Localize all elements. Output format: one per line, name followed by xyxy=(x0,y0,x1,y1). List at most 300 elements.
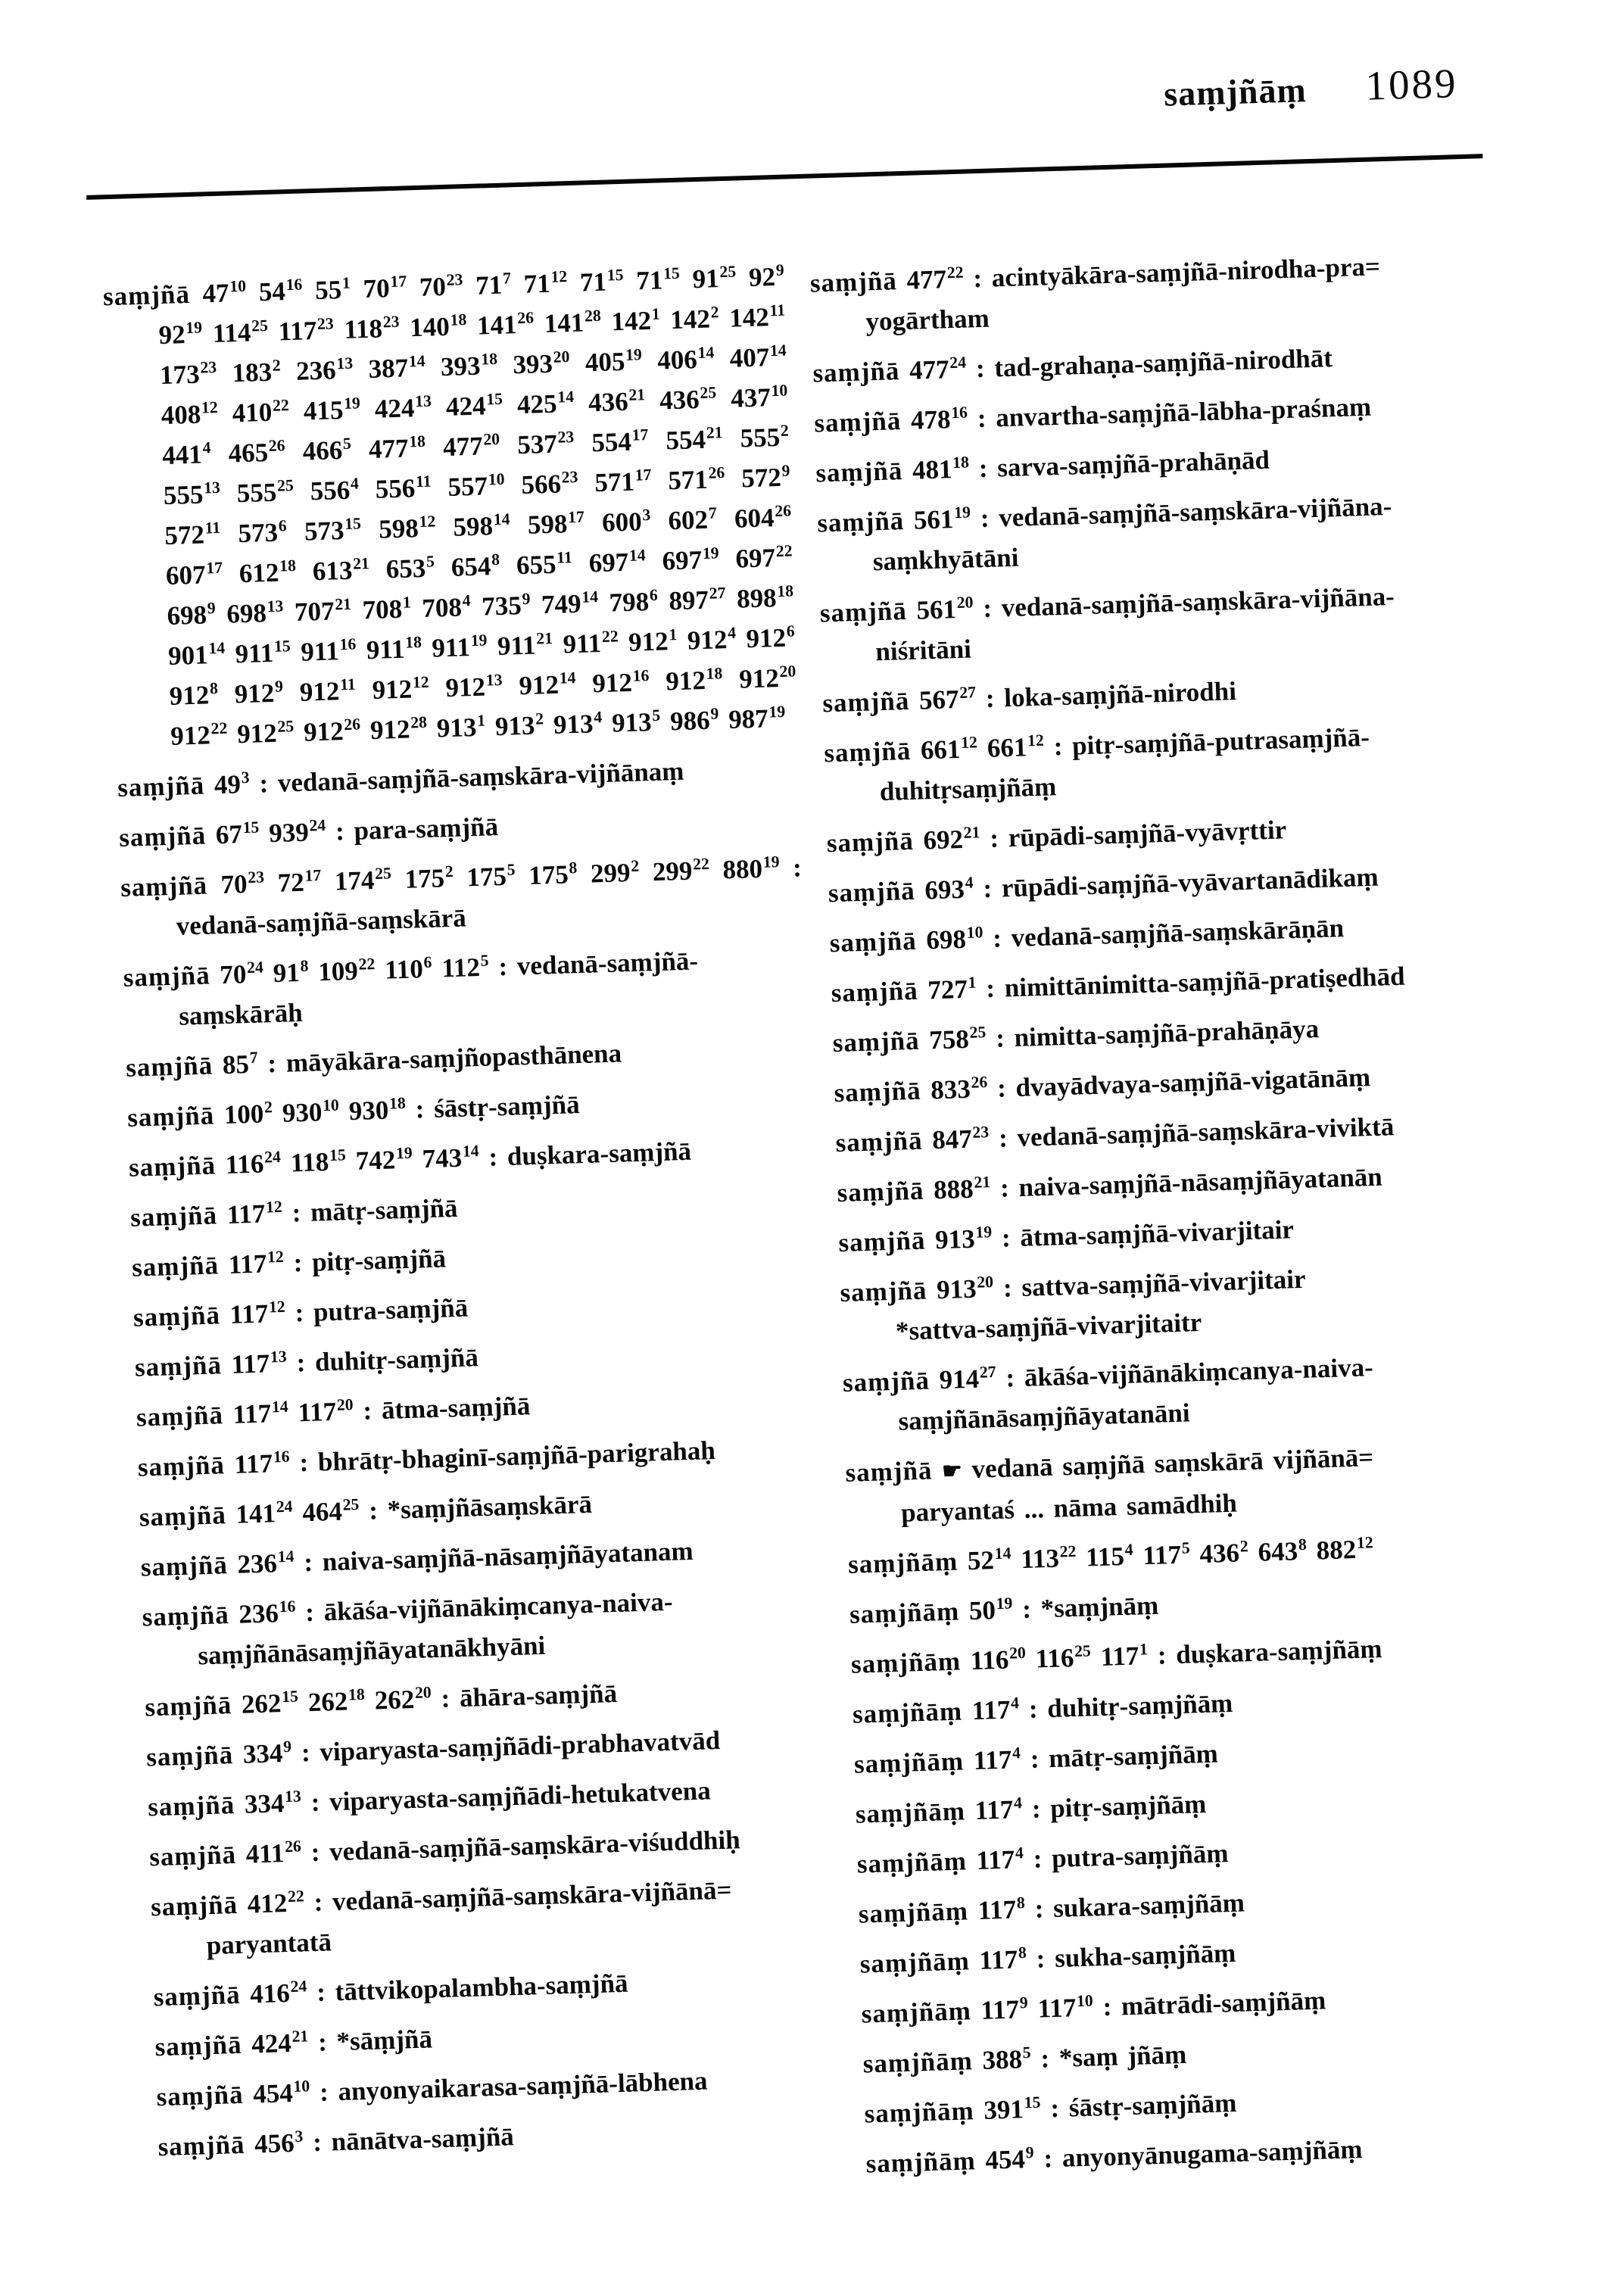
index-entry: saṃjñā $67^{15}$ $939^{24}$ : para-saṃjñā xyxy=(118,812,499,852)
locator: $598^{17}$ xyxy=(527,507,585,540)
locator: $388^5$ xyxy=(981,2043,1031,2075)
headword: saṃjñā xyxy=(839,1275,927,1308)
locator: $412^{22}$ xyxy=(247,1887,305,1919)
gloss: nimittānimitta-saṃjñā-pratiṣedhād xyxy=(1004,961,1406,1003)
headword: saṃjñā xyxy=(819,596,908,628)
headword: saṃjñā xyxy=(142,1600,230,1632)
gloss: anyonyaikarasa-saṃjñā-lābhena xyxy=(337,2065,709,2107)
headword: saṃjñā xyxy=(837,1225,927,1258)
locator: $555^{13}$ xyxy=(163,478,221,511)
locator: $913^{20}$ xyxy=(936,1273,994,1305)
locator: $556^4$ xyxy=(310,474,360,506)
index-entry: saṃjñā $567^{27}$ : loka-saṃjñā-nirodhi xyxy=(821,676,1237,718)
gloss: putra-saṃjñāṃ xyxy=(1051,1838,1230,1874)
headword: saṃjñā xyxy=(129,1200,218,1233)
index-entry: saṃjñā $49^3$ : vedanā-saṃjñā-saṃskāra-vijñānaṃ xyxy=(117,756,684,803)
headword: saṃjñāṃ xyxy=(849,1596,960,1629)
locator: $391^{15}$ xyxy=(983,2093,1041,2125)
gloss: vedanā saṃjñā saṃskārā vijñānā= xyxy=(971,1442,1374,1484)
locator: $67^{15}$ xyxy=(215,818,260,850)
locator: $334^9$ xyxy=(242,1738,292,1769)
locator: $55^1$ xyxy=(314,273,351,305)
locator: $930^{18}$ xyxy=(348,1094,407,1127)
index-entry: saṃjñāṃ $117^4$ : pitṛ-saṃjñāṃ xyxy=(855,1788,1207,1829)
headword: saṃjñā xyxy=(821,685,910,718)
locator: $117^{16}$ xyxy=(233,1448,290,1479)
locator: $117^5$ xyxy=(1142,1538,1190,1571)
gloss-continuation: saṃjñānāsaṃjñāyatanāni xyxy=(898,1398,1191,1436)
locator: $70^{23}$ xyxy=(419,270,463,302)
locator: $693^4$ xyxy=(924,873,974,905)
locator: $174^{25}$ xyxy=(334,864,392,896)
locator: $913^4$ xyxy=(553,708,603,740)
locator: $911^{19}$ xyxy=(431,631,488,663)
index-entry: saṃjñā $117^{12}$ : mātṛ-saṃjñā xyxy=(129,1192,459,1233)
headword: saṃjñā xyxy=(156,2079,245,2112)
page-header xyxy=(0,59,1458,151)
headword: saṃjñā xyxy=(823,735,912,768)
locator: $572^9$ xyxy=(740,461,790,494)
headword: saṃjñāṃ xyxy=(865,2146,977,2179)
locator: $561^{20}$ xyxy=(915,593,974,625)
headword: saṃjñā xyxy=(834,1075,922,1108)
headword: saṃjñā xyxy=(144,1690,232,1722)
gloss: mātṛ-saṃjñā xyxy=(310,1192,459,1227)
gloss: sarva-saṃjñā-prahāṇād xyxy=(996,444,1270,483)
headword: saṃjñā xyxy=(139,1500,227,1532)
gloss: bhrātṛ-bhaginī-saṃjñā-parigrahaḥ xyxy=(317,1435,716,1477)
locator: $607^{17}$ xyxy=(165,559,223,591)
locator: $911^{21}$ xyxy=(497,629,553,662)
locator: $117^8$ xyxy=(977,1893,1026,1925)
headword: saṃjñā xyxy=(815,456,903,488)
locator: $118^{15}$ xyxy=(290,1145,347,1178)
index-entry: saṃjñā $424^{21}$ : *sāṃjñā xyxy=(154,2024,433,2062)
locator: $554^{17}$ xyxy=(591,425,649,458)
index-entry: saṃjñā $561^{19}$ : vedanā-saṃjñā-saṃskāra-vijñāna- saṃkhyātāni xyxy=(816,491,1392,577)
locator: $477^{18}$ xyxy=(368,432,426,464)
locator: $913^{19}$ xyxy=(934,1223,993,1255)
gloss: dvayādvaya-saṃjñā-vigatānāṃ xyxy=(1015,1062,1371,1103)
locator: $85^7$ xyxy=(222,1049,258,1080)
locator: $70^{23}$ xyxy=(220,868,265,900)
locator: $91^8$ xyxy=(273,957,309,989)
locator: $708^1$ xyxy=(362,593,412,625)
headword: saṃjñāṃ xyxy=(858,1896,969,1929)
gloss: ākāśa-vijñānākiṃcanya-naiva- xyxy=(1024,1352,1374,1392)
headword: saṃjñā xyxy=(134,1350,223,1382)
locator: $897^{27}$ xyxy=(668,584,726,616)
locator: $912^{22}$ xyxy=(170,719,228,751)
locator: $54^{16}$ xyxy=(258,275,303,307)
locator: $888^{21}$ xyxy=(933,1173,991,1205)
gloss: śāstṛ-saṃjñāṃ xyxy=(1068,2087,1237,2123)
index-entry xyxy=(845,1432,1555,1535)
index-entry: saṃjñā $847^{23}$ : vedanā-saṃjñā-saṃskāra-viviktā xyxy=(835,1111,1395,1158)
locator: $117^{14}$ xyxy=(232,1398,288,1429)
index-entry: saṃjñāṃ $117^4$ : duhitṛ-saṃjñāṃ xyxy=(852,1688,1233,1729)
locator: $914^{27}$ xyxy=(939,1363,996,1395)
locator: $478^{16}$ xyxy=(910,403,968,435)
headword: saṃjñā xyxy=(816,506,905,538)
locator: $612^{18}$ xyxy=(238,556,297,589)
gloss: *saṃ jñāṃ xyxy=(1058,2039,1187,2073)
locator: $117^8$ xyxy=(979,1943,1027,1975)
gloss: rūpādi-saṃjñā-vyāvṛttir xyxy=(1008,815,1287,853)
index-entry: saṃjñāṃ $117^8$ : sukara-saṃjñāṃ xyxy=(858,1887,1245,1929)
headword: saṃjñāṃ xyxy=(856,1846,968,1879)
headword: saṃjñā xyxy=(809,266,898,298)
gloss: pitṛ-saṃjñā xyxy=(311,1243,447,1277)
gloss: vedanā-saṃjñā-saṃskārā xyxy=(176,902,467,941)
locator: $117^{12}$ xyxy=(226,1198,283,1230)
locator: $50^{19}$ xyxy=(968,1594,1013,1626)
locator: $175^8$ xyxy=(528,859,578,890)
index-entry: saṃjñā $758^{25}$ : nimitta-saṃjñā-prahāṇāya xyxy=(832,1014,1320,1058)
locator: $141^{24}$ xyxy=(235,1497,293,1529)
gloss: vedanā-saṃjñā-saṃskāra-vijñāna- xyxy=(1001,581,1395,623)
index-entry: saṃjñāṃ $50^{19}$ : *saṃjnāṃ xyxy=(849,1590,1159,1629)
index-entry: saṃjñā $411^{26}$ : vedanā-saṃjñā-saṃskāra-viśuddhiḥ xyxy=(148,1825,741,1872)
headword: saṃjñā xyxy=(150,1889,238,1922)
locator: $416^{24}$ xyxy=(249,1977,307,2009)
locator: $49^3$ xyxy=(214,768,250,800)
locator: $986^9$ xyxy=(669,704,719,737)
locator: $454^{10}$ xyxy=(252,2077,310,2109)
index-entry: saṃjñā $661^{12}$ $661^{12}$ : pitṛ-saṃjñā-putrasaṃjñā- duhitṛsaṃjñāṃ xyxy=(823,722,1370,807)
locator: $481^{18}$ xyxy=(912,453,970,485)
locator: $175^5$ xyxy=(466,860,516,893)
index-entry: saṃjñā $477^{24}$ : tad-grahaṇa-saṃjñā-nirodhāt xyxy=(812,343,1333,388)
headword: saṃjñā xyxy=(123,960,211,993)
headword: saṃjñāṃ xyxy=(852,1696,963,1729)
locator: $464^{25}$ xyxy=(301,1495,360,1528)
locator: $117^{20}$ xyxy=(297,1395,354,1428)
locator: $117^9$ xyxy=(980,1993,1029,2025)
locator: $441^4$ xyxy=(161,438,211,471)
locator: $697^{22}$ xyxy=(735,541,793,574)
locator: $566^{23}$ xyxy=(520,468,578,500)
locator: $393^{20}$ xyxy=(512,348,570,380)
locator: $100^2$ xyxy=(223,1098,273,1130)
headword: saṃjñā xyxy=(813,406,902,438)
locator: $571^{26}$ xyxy=(667,463,725,496)
locator: $567^{27}$ xyxy=(918,683,977,715)
locator: $911^{15}$ xyxy=(235,637,291,669)
locator: $109^{22}$ xyxy=(317,955,376,987)
gloss-continuation: saṃskārāḥ xyxy=(178,997,304,1031)
gloss: tad-grahaṇa-saṃjñā-nirodhāt xyxy=(993,343,1333,383)
headword: saṃjñā xyxy=(136,1400,224,1432)
gloss: duhitṛ-saṃjñāṃ xyxy=(1046,1688,1233,1724)
locator: $415^{19}$ xyxy=(303,394,361,426)
index-entry: saṃjñā $236^{16}$ : ākāśa-vijñānākiṃcanya-naiva- saṃjñānāsaṃjñāyatanākhyāni xyxy=(142,1586,674,1671)
locator: $600^3$ xyxy=(601,506,651,538)
headword: saṃjñā xyxy=(153,1979,242,2012)
right-column xyxy=(809,242,1574,2194)
locator: $692^{21}$ xyxy=(922,823,980,856)
headword: saṃjñā xyxy=(125,1050,214,1083)
locator: $436^{21}$ xyxy=(588,385,646,418)
locator: $236^{16}$ xyxy=(238,1597,296,1629)
headword: saṃjñā xyxy=(835,1125,924,1158)
gloss-continuation: saṃkhyātāni xyxy=(872,542,1019,577)
locator: $561^{19}$ xyxy=(913,503,971,535)
gloss: vedanā-saṃjñā-saṃskārāṇān xyxy=(1011,913,1345,953)
headword: saṃjñā xyxy=(117,770,205,803)
index-entry: saṃjñāṃ $116^{20}$ $116^{25}$ $117^1$ : duṣkara-saṃjñāṃ xyxy=(850,1633,1383,1679)
locator: $743^{14}$ xyxy=(422,1142,479,1174)
locator: $117^4$ xyxy=(976,1844,1024,1875)
locator: $537^{23}$ xyxy=(516,428,575,460)
headword: saṃjñā xyxy=(126,1100,215,1133)
index-entry: saṃjñā $477^{22}$ : acintyākāra-saṃjñā-nirodha-pra= yogārtham xyxy=(809,251,1381,337)
locator: $555^{25}$ xyxy=(236,476,295,509)
locator: $477^{20}$ xyxy=(442,430,500,463)
gloss: acintyākāra-saṃjñā-nirodha-pra= xyxy=(991,251,1381,293)
headword: saṃjñāṃ xyxy=(847,1546,959,1579)
gloss: *saṃjñāsaṃskārā xyxy=(387,1488,593,1525)
headword: saṃjñā xyxy=(102,279,191,312)
locator: $71^{12}$ xyxy=(523,267,568,299)
index-entry: saṃjñā $117^{13}$ : duhitṛ-saṃjñā xyxy=(134,1342,479,1382)
gloss: sattva-saṃjñā-vivarjitair xyxy=(1021,1264,1307,1302)
headword: saṃjñā xyxy=(832,1025,921,1058)
locator: $911^{16}$ xyxy=(300,634,357,667)
index-entry: saṃjñā $70^{24}$ $91^8$ $109^{22}$ $110^6$ $112^5$ : vedanā-saṃjñā- saṃskārāḥ xyxy=(123,946,699,1031)
gloss: mātrādi-saṃjñāṃ xyxy=(1121,1985,1326,2021)
locator: $557^{10}$ xyxy=(447,470,505,502)
index-entry: saṃjñā $481^{18}$ : sarva-saṃjñā-prahāṇād xyxy=(815,444,1270,488)
headword: saṃjñā xyxy=(132,1300,221,1332)
gloss: naiva-saṃjñā-nāsaṃjñāyatanān xyxy=(1018,1161,1383,1202)
locator: $697^{14}$ xyxy=(588,546,646,578)
gloss: rūpādi-saṃjñā-vyāvartanādikaṃ xyxy=(1001,862,1379,903)
locator: $708^4$ xyxy=(421,591,471,623)
locator: $117^{10}$ xyxy=(1037,1991,1094,2024)
locator: $912^1$ xyxy=(628,625,678,657)
headword: saṃjñā xyxy=(147,1790,235,1822)
locator: $912^{12}$ xyxy=(372,673,429,705)
locator: $727^1$ xyxy=(927,973,977,1005)
index-entry: saṃjñā $698^{10}$ : vedanā-saṃjñā-saṃskārāṇān xyxy=(829,913,1345,958)
headword: saṃjñā xyxy=(140,1550,229,1582)
index-entry: saṃjñāṃ $117^4$ : mātṛ-saṃjñāṃ xyxy=(853,1738,1219,1779)
locator: $91^{25}$ xyxy=(692,262,737,295)
gloss: tāttvikopalambha-saṃjñā xyxy=(335,1968,629,2007)
locator: $262^{15}$ xyxy=(241,1687,299,1719)
headword: saṃjñā xyxy=(828,875,916,909)
locator: $735^9$ xyxy=(481,590,531,622)
locator: $661^{12}$ xyxy=(920,733,978,765)
locator: $912^{16}$ xyxy=(591,666,650,699)
index-entry: saṃjñā $412^{22}$ : vedanā-saṃjñā-saṃskāra-vijñānā= paryantatā xyxy=(150,1875,732,1961)
gloss: vedanā-saṃjñā- xyxy=(516,946,699,981)
gloss: vedanā-saṃjñā-saṃskāra-viśuddhiḥ xyxy=(329,1825,741,1867)
gloss: loka-saṃjñā-nirodhi xyxy=(1003,676,1237,713)
locator: $393^{18}$ xyxy=(440,350,498,382)
headword: saṃjñā xyxy=(145,1740,234,1772)
headword: saṃjñā xyxy=(131,1250,220,1283)
locator: $299^{22}$ xyxy=(652,855,710,887)
gloss: *saṃjnāṃ xyxy=(1040,1590,1159,1624)
locator: $572^{11}$ xyxy=(164,519,221,551)
locator: $117^4$ xyxy=(973,1744,1021,1776)
headword: saṃjñāṃ xyxy=(862,2046,974,2079)
index-entry: saṃjñā $693^4$ : rūpādi-saṃjñā-vyāvartanādikaṃ xyxy=(828,862,1379,909)
locator: $654^8$ xyxy=(450,550,500,582)
locator: $92^9$ xyxy=(748,260,784,292)
gloss-continuation: yogārtham xyxy=(865,303,990,337)
index-entry: saṃjñāṃ $117^8$ : sukha-saṃjñāṃ xyxy=(859,1937,1236,1979)
locator: $436^2$ xyxy=(1199,1537,1249,1569)
index-entry: saṃjñā $888^{21}$ : naiva-saṃjñā-nāsaṃjñāyatanān xyxy=(837,1161,1383,1208)
headword: saṃjñā xyxy=(837,1175,925,1208)
index-entry: saṃjñā $141^{24}$ $464^{25}$ : *saṃjñāsaṃskārā xyxy=(139,1488,593,1532)
locator: $262^{20}$ xyxy=(374,1683,432,1716)
header-rule xyxy=(86,154,1482,200)
headword: saṃjñā xyxy=(845,1455,934,1488)
locator: $424^{13}$ xyxy=(374,391,432,424)
running-head: saṃjñāṃ xyxy=(1163,70,1308,114)
locator: $798^6$ xyxy=(609,586,659,618)
headword: saṃjñā xyxy=(154,2029,243,2062)
locator: $912^{11}$ xyxy=(299,675,357,707)
gloss: anyonyānugama-saṃjñāṃ xyxy=(1061,2134,1364,2173)
locator: $117^{12}$ xyxy=(229,1298,286,1329)
headword: saṃjñā xyxy=(157,2129,246,2162)
locator: $454^9$ xyxy=(984,2143,1034,2175)
gloss: sukha-saṃjñāṃ xyxy=(1054,1937,1236,1973)
locator: $598^{14}$ xyxy=(453,510,510,542)
locator: $70^{17}$ xyxy=(363,272,407,304)
locator: $604^{26}$ xyxy=(734,501,792,534)
locator: $556^{11}$ xyxy=(375,472,432,504)
gloss: nimitta-saṃjñā-prahāṇāya xyxy=(1014,1014,1320,1053)
locator: $425^{14}$ xyxy=(516,388,575,420)
locator: $113^{22}$ xyxy=(1020,1542,1077,1575)
locator: $52^{14}$ xyxy=(967,1544,1011,1576)
locator: $116^{25}$ xyxy=(1035,1641,1092,1674)
gloss-continuation: paryantaś ... nāma samādhiḥ xyxy=(900,1488,1238,1528)
gloss: śāstṛ-saṃjñā xyxy=(433,1089,581,1124)
locator: $554^{21}$ xyxy=(665,423,723,456)
locator: $175^2$ xyxy=(404,862,454,894)
gloss: anvartha-saṃjñā-lābha-praśnaṃ xyxy=(995,391,1372,433)
index-entry: saṃjñāṃ $388^5$ : *saṃ jñāṃ xyxy=(862,2039,1187,2079)
locator: $236^{14}$ xyxy=(236,1547,295,1579)
index-entry: saṃjñā $334^{13}$ : viparyasta-saṃjñādi-hetukatvena xyxy=(147,1775,712,1822)
locator: $173^{23}$ xyxy=(159,358,217,391)
locator: $71^{15}$ xyxy=(579,266,624,298)
locator: $387^{14}$ xyxy=(368,352,425,384)
locator: $912^{18}$ xyxy=(665,664,723,697)
locator: $655^{11}$ xyxy=(516,548,573,581)
locator: $573^6$ xyxy=(237,516,287,549)
gloss: putra-saṃjñā xyxy=(313,1292,469,1327)
locator: $117^1$ xyxy=(1100,1640,1149,1672)
locator: $912^{25}$ xyxy=(236,717,295,750)
locator: $477^{24}$ xyxy=(909,353,967,385)
headword: saṃjñā xyxy=(137,1450,226,1482)
locator: $911^{18}$ xyxy=(366,633,422,665)
locator: $913^1$ xyxy=(436,711,486,743)
index-entry: saṃjñā $262^{15}$ $262^{18}$ $262^{20}$ : āhāra-saṃjñā xyxy=(144,1678,618,1722)
locator: $882^{12}$ xyxy=(1316,1533,1373,1566)
headword: saṃjñā xyxy=(148,1840,237,1872)
locator: $117^{23}$ xyxy=(278,314,335,347)
manicule-icon: ☛ xyxy=(941,1458,963,1485)
gloss: ākāśa-vijñānākiṃcanya-naiva- xyxy=(323,1586,674,1627)
locator: $334^{13}$ xyxy=(244,1787,302,1819)
locator: $912^{26}$ xyxy=(303,715,361,747)
gloss: duhitṛ-saṃjñā xyxy=(314,1342,479,1377)
locator: $407^{14}$ xyxy=(729,341,787,373)
locator: $913^5$ xyxy=(611,706,661,738)
locator: $833^{26}$ xyxy=(930,1073,988,1105)
page-number: 1089 xyxy=(1364,60,1459,109)
index-entry: saṃjñāṃ $454^9$ : anyonyānugama-saṃjñāṃ xyxy=(865,2134,1364,2179)
locator: $912^8$ xyxy=(169,679,219,711)
index-entry: saṃjñā $456^3$ : nānātva-saṃjñā xyxy=(157,2121,515,2162)
gloss: vedanā-saṃjñā-saṃskāra-vijñāna- xyxy=(998,491,1392,533)
headword: saṃjñāṃ xyxy=(864,2096,975,2129)
locator: $911^{22}$ xyxy=(563,627,619,659)
headword: saṃjñāṃ xyxy=(859,1946,971,1979)
locator: $408^{12}$ xyxy=(161,398,219,431)
gloss: sukara-saṃjñāṃ xyxy=(1052,1887,1245,1924)
index-entry: saṃjñā $692^{21}$ : rūpādi-saṃjñā-vyāvṛttir xyxy=(826,815,1287,859)
locator: $901^{14}$ xyxy=(167,639,226,671)
locator: $72^{17}$ xyxy=(277,866,322,898)
locator: $47^{10}$ xyxy=(201,277,247,309)
index-entry: saṃjñāṃ $117^9$ $117^{10}$ : mātrādi-saṃjñāṃ xyxy=(861,1985,1326,2029)
index-entry xyxy=(847,1523,1556,1585)
locator: $70^{24}$ xyxy=(219,958,264,990)
locator: $930^{10}$ xyxy=(282,1096,340,1128)
locator: $573^{15}$ xyxy=(304,514,362,547)
gloss: vedanā-saṃjñā-saṃskāra-viviktā xyxy=(1016,1111,1395,1152)
index-entry: saṃjñā $117^{16}$ : bhrātṛ-bhaginī-saṃjñā-parigrahaḥ xyxy=(137,1435,716,1482)
gloss: pitṛ-saṃjñā-putrasaṃjñā- xyxy=(1071,722,1370,761)
locator: $142^1$ xyxy=(610,304,660,337)
index-entry: saṃjñā $914^{27}$ : ākāśa-vijñānākiṃcanya-naiva- saṃjñānāsaṃjñāyatanāni xyxy=(842,1352,1374,1436)
headword: saṃjñāṃ xyxy=(853,1746,965,1779)
index-entry: saṃjñā $454^{10}$ : anyonyaikarasa-saṃjñā-lābhena xyxy=(156,2065,709,2112)
locator: $112^5$ xyxy=(441,951,489,983)
locator: $697^{19}$ xyxy=(662,544,719,576)
locator: $698^{13}$ xyxy=(226,597,284,629)
locator: $117^4$ xyxy=(974,1794,1023,1826)
locator: $758^{25}$ xyxy=(928,1023,987,1055)
gloss-continuation: niśritāni xyxy=(874,634,972,667)
locator: $465^{26}$ xyxy=(228,436,285,469)
left-column xyxy=(102,257,840,2177)
locator: $116^{24}$ xyxy=(225,1148,282,1180)
index-entry: saṃjñā $85^7$ : māyākāra-saṃjñopasthānena xyxy=(125,1038,622,1083)
locator: $115^4$ xyxy=(1085,1541,1133,1572)
locator: $847^{23}$ xyxy=(931,1123,990,1155)
locator: $643^8$ xyxy=(1258,1535,1308,1567)
locator: $698^{10}$ xyxy=(925,923,983,955)
locator: $913^2$ xyxy=(494,709,544,742)
index-entry: saṃjñā $727^1$ : nimittānimitta-saṃjñā-pratiṣedhād xyxy=(831,961,1406,1008)
gloss: viparyasta-saṃjñādi-prabhavatvād xyxy=(319,1725,721,1767)
locator: $114^{25}$ xyxy=(212,316,269,349)
index-entry xyxy=(102,257,797,758)
index-entry: saṃjñā $116^{24}$ $118^{15}$ $742^{19}$ $743^{14}$ : duṣkara-saṃjñā xyxy=(128,1136,692,1183)
gloss: duṣkara-saṃjñāṃ xyxy=(1175,1633,1383,1670)
